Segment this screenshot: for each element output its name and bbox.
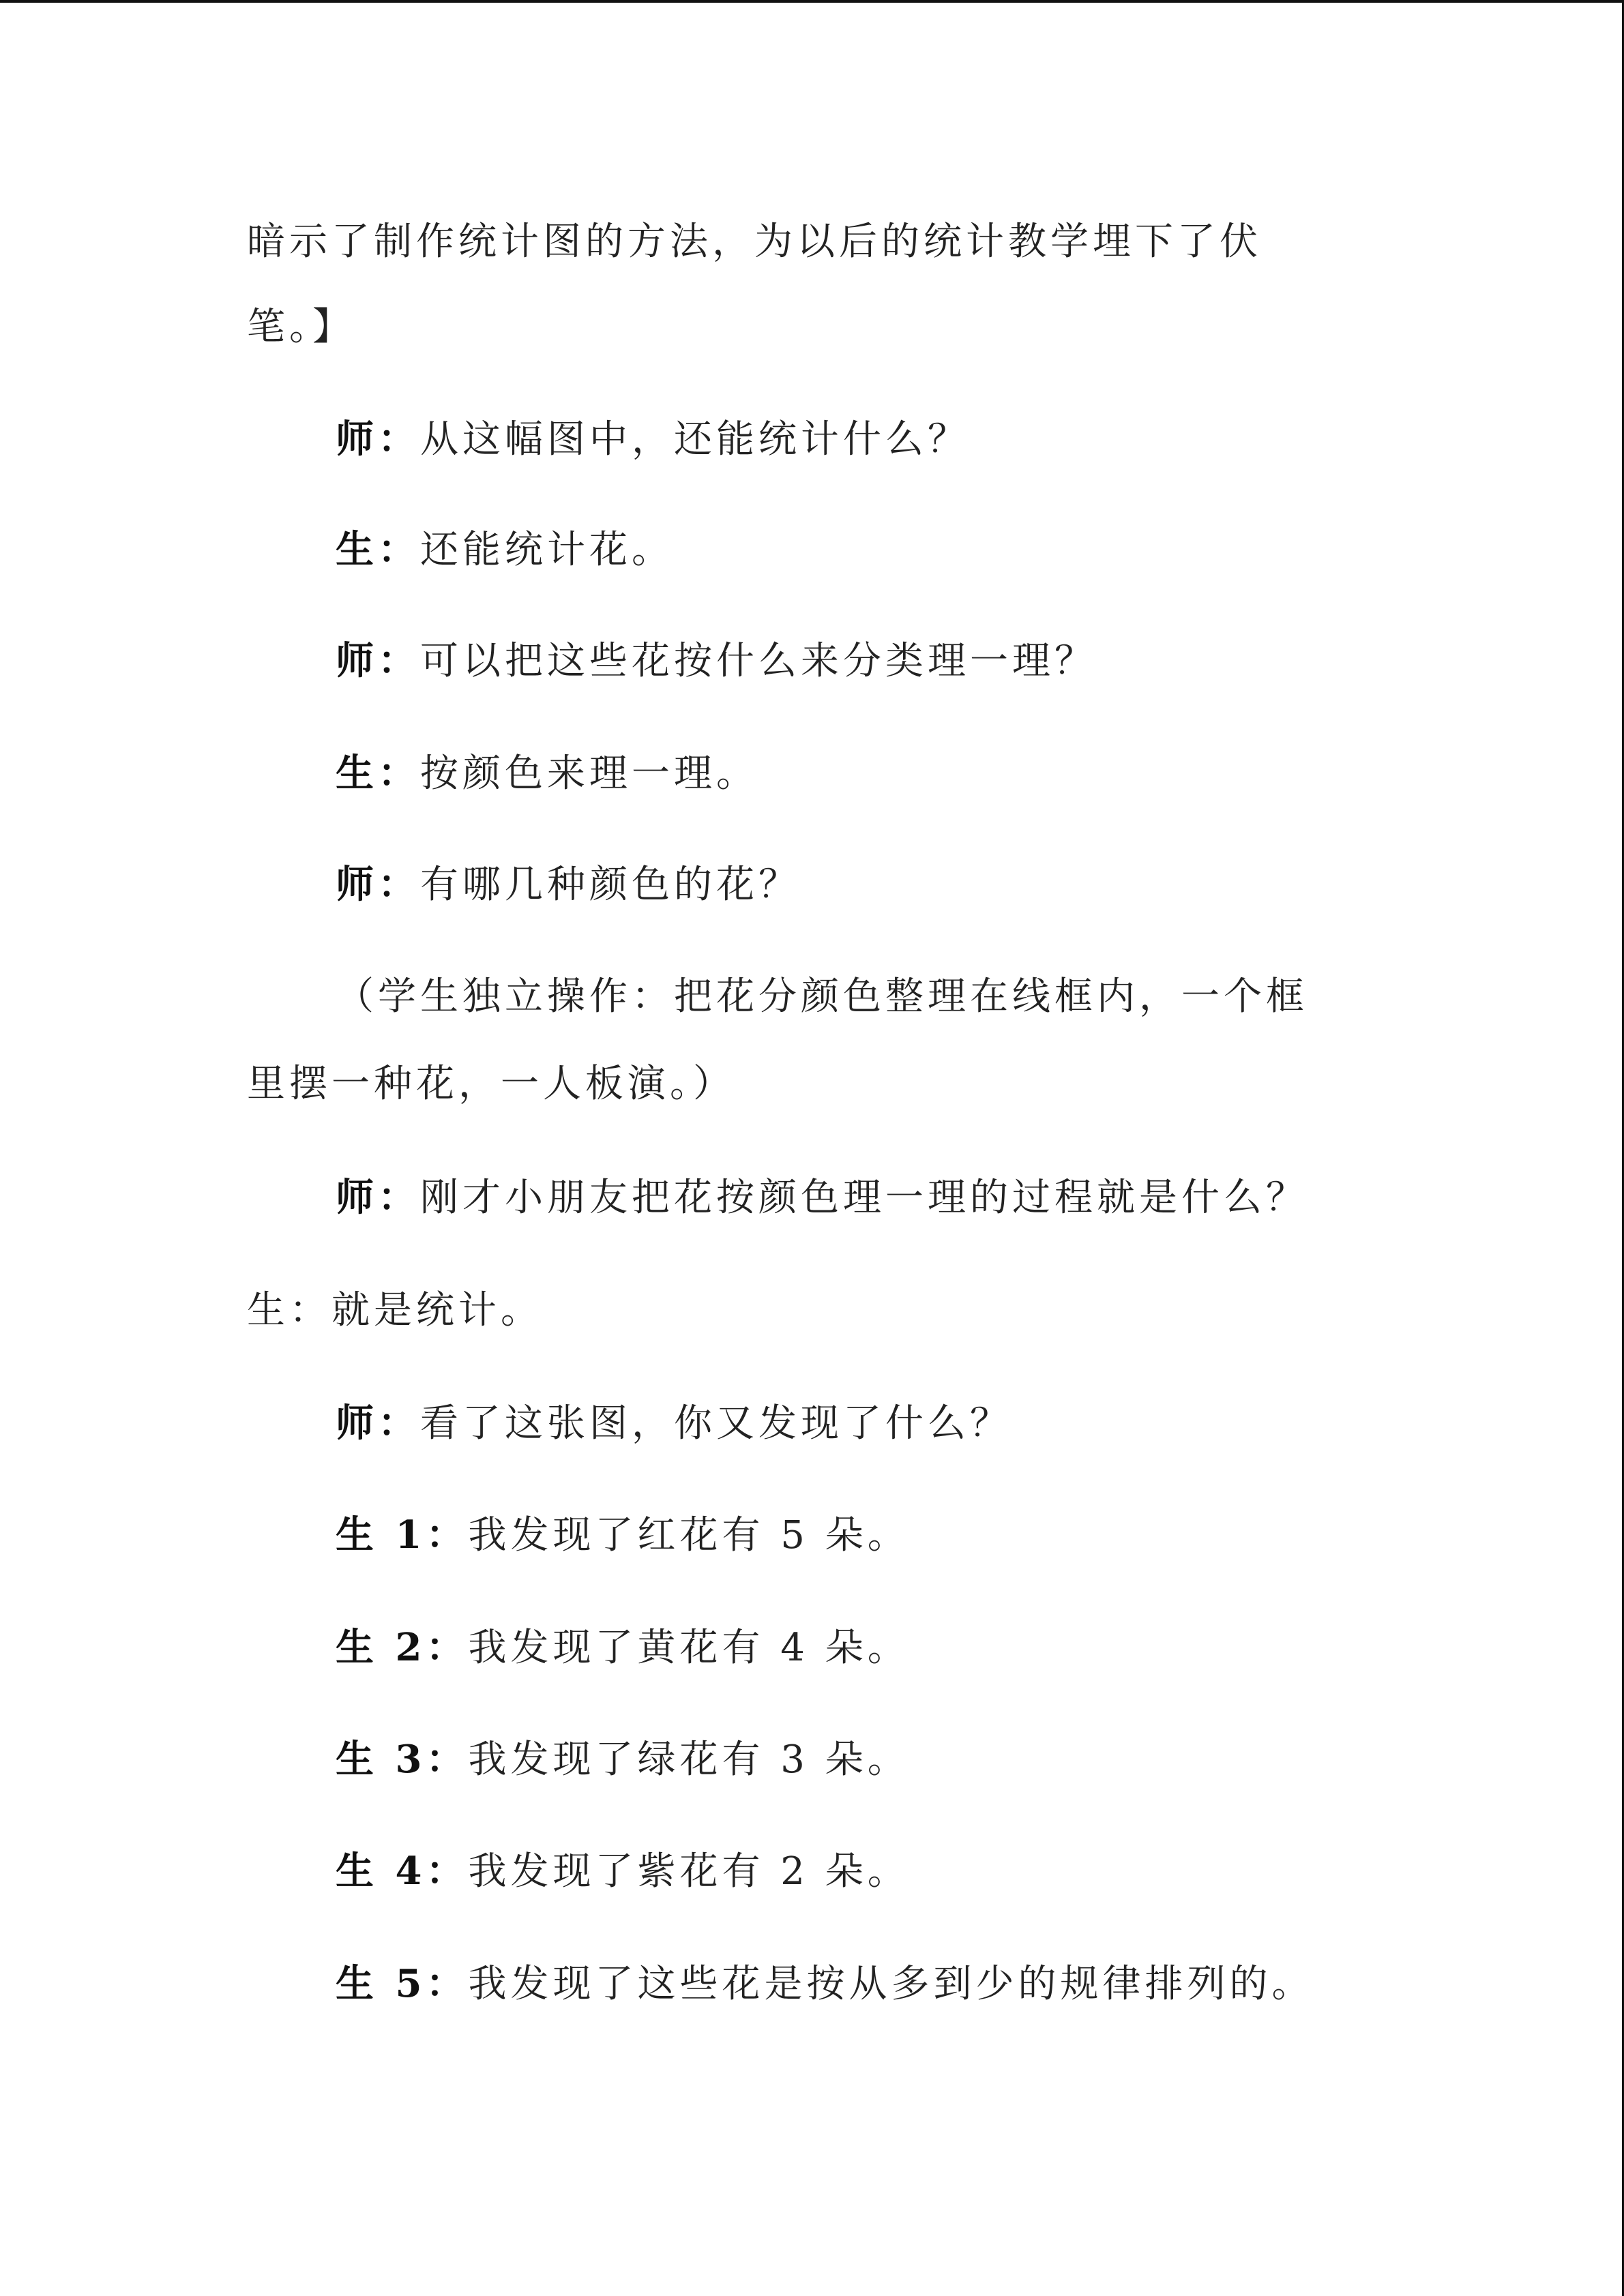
- line-text: 看了这张图，你又发现了什么？: [420, 1401, 1012, 1446]
- stage-direction-line: [336, 972, 1308, 1021]
- speaker-label: 生 4：: [336, 1849, 469, 1894]
- stage-direction-line: [247, 1060, 735, 1108]
- dialogue-line: [336, 526, 674, 574]
- speaker-label: 生：: [336, 527, 420, 572]
- dialogue-line: [247, 1286, 543, 1335]
- line-text: 我发现了绿花有 3 朵。: [468, 1738, 910, 1782]
- speaker-label: 师：: [336, 1175, 420, 1220]
- dialogue-line: [336, 749, 758, 798]
- line-text: 暗示了制作统计图的方法，为以后的统计教学埋下了伏: [247, 220, 1262, 264]
- dialogue-line: [336, 1511, 910, 1560]
- dialogue-line: [336, 1399, 1012, 1448]
- line-text: 我发现了紫花有 2 朵。: [468, 1849, 910, 1894]
- dialogue-line: [336, 1174, 1308, 1222]
- line-text: 有哪几种颜色的花？: [420, 863, 801, 907]
- speaker-label: 师：: [336, 862, 420, 907]
- speaker-label: 师：: [336, 638, 420, 683]
- dialogue-line: [336, 861, 801, 909]
- paragraph-line: [247, 218, 1262, 266]
- speaker-label: 师：: [336, 417, 420, 462]
- line-text: 我发现了红花有 5 朵。: [468, 1513, 910, 1557]
- dialogue-line: [336, 1960, 1314, 2008]
- dialogue-line: [336, 1735, 910, 1784]
- speaker-label: 生 2：: [336, 1625, 469, 1670]
- paragraph-line: [247, 303, 355, 351]
- dialogue-line: [336, 637, 1097, 685]
- line-text: 我发现了黄花有 4 朵。: [468, 1626, 910, 1670]
- line-text: 生：就是统计。: [247, 1288, 543, 1332]
- speaker-label: 生：: [336, 751, 420, 796]
- speaker-label: 生 5：: [336, 1961, 469, 2006]
- dialogue-line: [336, 1624, 910, 1672]
- line-text: 刚才小朋友把花按颜色理一理的过程就是什么？: [420, 1176, 1308, 1220]
- line-text: 从这幅图中，还能统计什么？: [420, 417, 970, 462]
- dialogue-line: [336, 415, 970, 464]
- line-text: 我发现了这些花是按从多到少的规律排列的。: [468, 1962, 1314, 2006]
- line-text: 笔。】: [247, 305, 355, 349]
- speaker-label: 生 1：: [336, 1512, 469, 1557]
- speaker-label: 师：: [336, 1401, 420, 1446]
- line-text: 里摆一种花，一人板演。）: [247, 1062, 735, 1106]
- line-text: 还能统计花。: [420, 528, 674, 572]
- dialogue-line: [336, 1847, 910, 1896]
- line-text: （学生独立操作：把花分颜色整理在线框内，一个框: [336, 974, 1308, 1019]
- line-text: 可以把这些花按什么来分类理一理？: [420, 639, 1097, 683]
- speaker-label: 生 3：: [336, 1737, 469, 1782]
- line-text: 按颜色来理一理。: [420, 751, 758, 796]
